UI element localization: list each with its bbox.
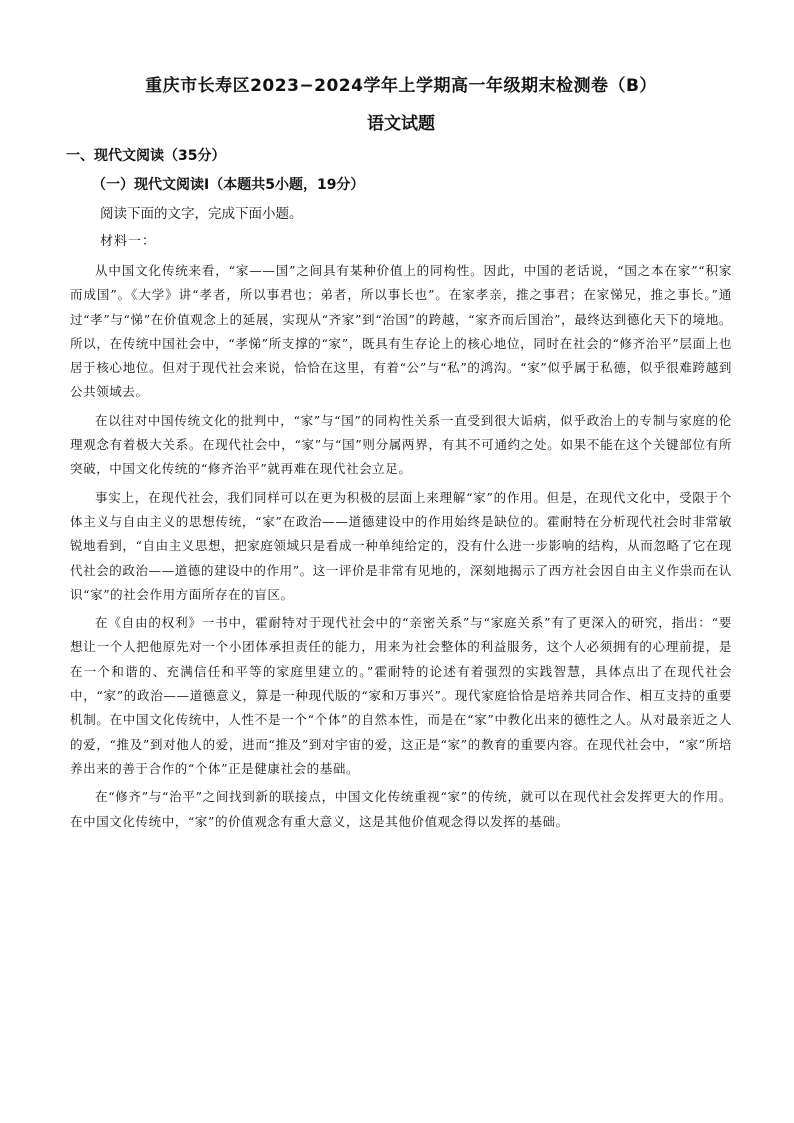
reading-instruction: 阅读下面的文字，完成下面小题。 [100,206,303,222]
material-label: 材料一： [100,234,157,249]
paragraph-3: 事实上，在现代社会，我们同样可以在更为积极的层面上来理解“家”的作用。但是，在现代文化中，受限于个体主义与自由主义的思想传统，“家”在政治——道德建设中的作用始终是缺位的。霍耐特在分析现代社会时非常敏锐地看到，“自由主义思想，把家庭领域只是看成一种单纯给定的，没有什么进一步影响的结构，从而忽略了它在现代社会的政治——道德的建设中的作用”。这一评价是非常有见地的，深刻地揭示了西方社会因自由主义作祟而在认识“家”的社会作用方面所存在的盲区。 [70,489,732,602]
section-heading: 一、现代文阅读（35分） [66,148,226,164]
exam-subject-title: 语文试题 [367,114,435,134]
paragraph-2: 在以往对中国传统文化的批判中，“家”与“国”的同构性关系一直受到很大诟病，似乎政治上的专制与家庭的伦理观念有着极大关系。在现代社会中，“家”与“国”则分属两界，有其不可通约之处。如果不能在这个关键部位有所突破，中国文化传统的“修齐治平”就再难在现代社会立足。 [70,412,732,477]
paragraph-1: 从中国文化传统来看，“家——国”之间具有某种价值上的同构性。因此，中国的老话说，“国之本在家”“积家而成国”。《大学》讲“孝者，所以事君也；弟者，所以事长也”。在家孝亲，推之事君；在家悌兄，推之事长。”通过“孝”与“悌”在价值观念上的延展，实现从“齐家”到“治国”的跨越，“家齐而后国治”，最终达到德化天下的境地。所以，在传统中国社会中，“孝悌”所支撑的“家”，既具有生存论上的核心地位，同时在社会的“修齐治平”层面上也居于核心地位。但对于现代社会来说，恰恰在这里，有着“公”与“私”的鸿沟。“家”似乎属于私德，似乎很难跨越到公共领域去。 [70,263,732,400]
subsection-heading: （一）现代文阅读Ⅰ（本题共5小题，19分） [92,177,365,193]
paragraph-5: 在“修齐”与“治平”之间找到新的联接点，中国文化传统重视“家”的传统，就可以在现代社会发挥更大的作用。在中国文化传统中，“家”的价值观念有重大意义，这是其他价值观念得以发挥的基础。 [70,789,732,829]
paragraph-4: 在《自由的权利》一书中，霍耐特对于现代社会中的“亲密关系”与“家庭关系”有了更深入的研究，指出：“要想让一个人把他原先对一个小团体承担责任的能力，用来为社会整体的利益服务，这个人必须拥有的心理前提，是在一个和谐的、充满信任和平等的家庭里建立的。”霍耐特的论述有着强烈的实践智慧，具体点出了在现代社会中，“家”的政治——道德意义，算是一种现代版的“家和万事兴”。现代家庭恰恰是培养共同合作、相互支持的重要机制。在中国文化传统中，人性不是一个“个体”的自然本性，而是在“家”中教化出来的德性之人。从对最亲近之人的爱，“推及”到对他人的爱，进而“推及”到对宇宙的爱，这正是“家”的教育的重要内容。在现代社会中，“家”所培养出来的善于合作的“个体”正是健康社会的基础。 [70,615,732,776]
exam-title: 重庆市长寿区2023−2024学年上学期高一年级期末检测卷（B） [145,76,657,96]
